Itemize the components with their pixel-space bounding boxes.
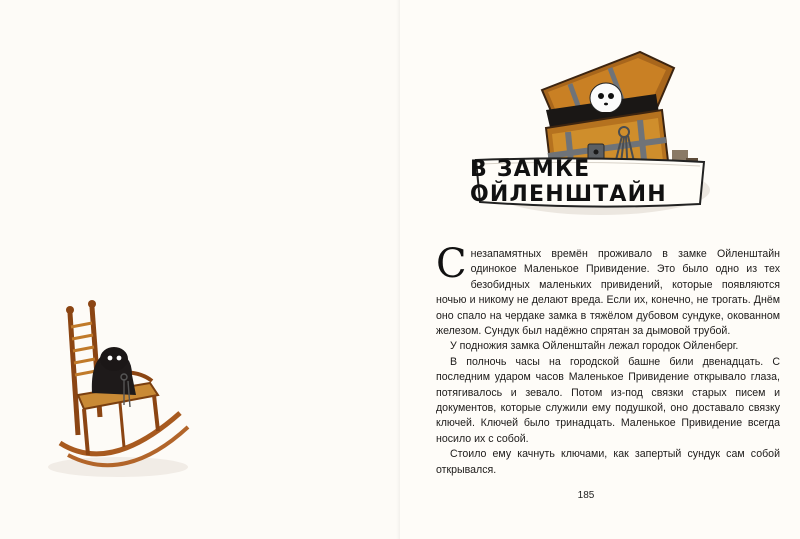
- paragraph-2: У подножия замка Ойленштайн лежал городок Ойленберг.: [450, 340, 739, 353]
- paragraph-4: Стоило ему качнуть ключами, как запертый сундук сам собой открывался.: [436, 448, 780, 476]
- body-text: [436, 241, 780, 478]
- rocking-chair-illustration: [40, 295, 190, 485]
- drop-cap: С: [436, 241, 467, 287]
- page-number: 185: [577, 490, 595, 501]
- chapter-title: В ЗАМКЕ ОЙЛЕНШТАЙН: [470, 157, 667, 207]
- paragraph-1-text: незапамятных времён проживало в замке Ойленштайн одинокое Маленькое Привидение. Это было одно из тех безобидных маленьких привидений, которые появляются ночью и никому не делают вреда. Если их, конечно, не трогать. Днём оно спало на чердаке замка в тяжёлом дубовом сундуке, окованном железом. Сундук был надёжно спрятан за дымовой трубой.: [436, 248, 780, 338]
- paragraph-3: В полночь часы на городской башне били двенадцать. С последним ударом часов Маленькое Привидение открывало глаза, потягивалось и зевало. Потом из-под связки старых писем и документов, которые служили ему подушкой, оно доставало связку ключей. Ключей было тринадцать. Маленькое Привидение всегда носило их с собой.: [436, 355, 780, 445]
- paragraph-1: [436, 241, 780, 339]
- chapter-title-banner: [470, 154, 710, 210]
